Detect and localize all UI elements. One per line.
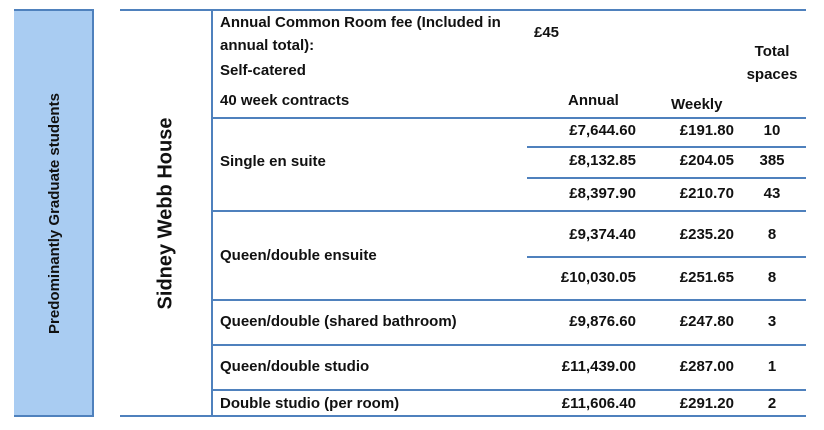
total-spaces: 1 — [767, 358, 777, 375]
total-spaces: 43 — [763, 185, 781, 202]
weekly-price: £247.80 — [679, 313, 734, 330]
section-rule-4 — [213, 389, 806, 391]
annual-price: £9,374.40 — [569, 226, 636, 243]
annual-price: £8,397.90 — [569, 185, 636, 202]
header-bottom-rule — [213, 117, 806, 119]
fee-label-line2: annual total): — [220, 37, 315, 54]
section-rule-1 — [213, 210, 806, 212]
house-label-wrap — [120, 10, 212, 416]
room-type-label: Queen/double ensuite — [220, 247, 377, 264]
total-spaces: 2 — [767, 395, 777, 412]
table-bottom-rule — [120, 415, 806, 417]
weekly-price: £204.05 — [679, 152, 734, 169]
total-spaces: 385 — [759, 152, 785, 169]
annual-price: £11,439.00 — [561, 358, 636, 375]
total-spaces-header-line2: spaces — [746, 66, 798, 83]
weekly-price: £210.70 — [679, 185, 734, 202]
group-label-wrap — [14, 10, 94, 416]
total-spaces-header-line1: Total — [754, 43, 790, 60]
weekly-price: £191.80 — [679, 122, 734, 139]
weekly-price: £291.20 — [679, 395, 734, 412]
annual-column-header: Annual — [568, 92, 619, 109]
annual-price: £8,132.85 — [569, 152, 636, 169]
contracts-label: 40 week contracts — [220, 92, 350, 109]
room-type-label: Queen/double (shared bathroom) — [220, 313, 457, 330]
room-type-label: Double studio (per room) — [220, 395, 400, 412]
catering-label: Self-catered — [220, 62, 306, 79]
subrow-rule-3 — [527, 256, 806, 258]
weekly-column-header: Weekly — [671, 96, 723, 113]
weekly-price: £287.00 — [679, 358, 734, 375]
annual-price: £11,606.40 — [561, 395, 636, 412]
total-spaces: 3 — [767, 313, 777, 330]
annual-price: £9,876.60 — [569, 313, 636, 330]
room-type-label: Single en suite — [220, 153, 326, 170]
section-rule-2 — [213, 299, 806, 301]
annual-price: £7,644.60 — [569, 122, 636, 139]
fee-label-line1: Annual Common Room fee (Included in — [220, 14, 501, 31]
total-spaces: 10 — [763, 122, 781, 139]
total-spaces: 8 — [767, 269, 777, 286]
section-rule-3 — [213, 344, 806, 346]
weekly-price: £251.65 — [679, 269, 734, 286]
house-name: Sidney Webb House — [154, 117, 177, 309]
table-top-rule — [120, 9, 806, 11]
total-spaces: 8 — [767, 226, 777, 243]
annual-price: £10,030.05 — [560, 269, 636, 286]
fee-value: £45 — [534, 24, 560, 41]
group-label: Predominantly Graduate students — [45, 92, 63, 334]
room-type-label: Queen/double studio — [220, 358, 370, 375]
weekly-price: £235.20 — [679, 226, 734, 243]
subrow-rule-2 — [527, 177, 806, 179]
subrow-rule-1 — [527, 146, 806, 148]
